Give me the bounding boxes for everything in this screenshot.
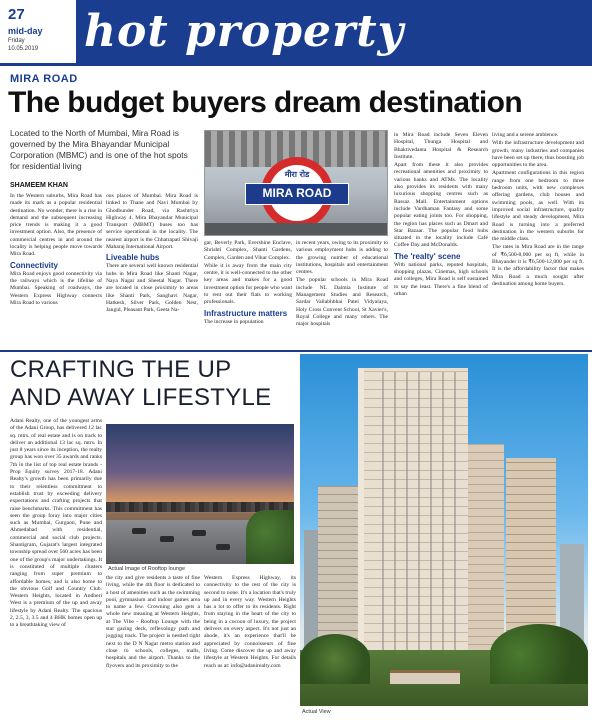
subhead-connectivity: Connectivity [10,260,59,270]
article-column-5 [394,132,488,347]
advertorial-column-3 [204,575,296,710]
section-divider [0,350,592,352]
lounge-table [216,544,230,550]
paragraph: gar, Beverly Park, Evershine Enclave, Shrishti Complex, Shanti Gardens, Complex, Garden and Vihar Complex. [204,240,292,261]
issue-day: Friday [8,38,25,44]
paragraph: In the Western suburbs, Mira Road has made its mark as a popular residential destination. No wonder, there is a rise in demand and the subsequent increasing price trends is making it a good investment option. Also, the presence of commercial centres in and around the locality is helping people move towards Mira Road. [10,193,102,258]
article-column-2 [106,193,198,347]
advertorial-column-2 [106,575,200,710]
paragraph: Mira Road enjoys good connectivity via the railways which is the lifeline of Mumbai. Speaking of roadways, the Western Express Highway connects Mira Road to various [10,270,102,306]
entrance-gate [390,670,460,684]
subhead-infrastructure: Infrastructure matters [204,308,288,318]
subhead-liveable-hubs: Liveable hubs [106,253,160,263]
trees [490,624,588,684]
article-dek: Located to the North of Mumbai, Mira Road is governed by the Mira Bhayandar Municipal Corporation (MBMC) and is one of the hot spots for residential living [10,128,188,171]
mira-road-station-photo [204,130,388,236]
western-heights-tower-photo [300,354,588,706]
article-byline: SHAMEEM KHAN [10,182,68,189]
headline-line-1: CRAFTING THE UP [10,356,232,383]
paragraph: The rates in Mira Road are in the range of ₹6,500-8,000 per sq ft, while in Bhayander it is ₹6,500-12,000 per sq ft. It is the affordability factor that makes Mira Road a much sought after destination among home buyers. [492,244,584,287]
paragraph: in Mira Road include Seven Eleven Hospital, Thunga Hospital and Bhaktivedanta Hospital & Research Institute. [394,132,488,160]
lounge-table [132,528,146,534]
article-column-6 [492,132,584,347]
paragraph: the city and give residents a taste of fine living, while the 4th floor is dedicated to a host of amenities such as the swimming pool, gymnasium and indoor games area to name a few. Crowning also gets a whole new meaning at Western Heights, at The Vibe - Rooftop Lounge with the star gazing deck, reflexology path and jogging track. The project is nestled right next to the D N Nagar metro station and close to schools, colleges, malls, hospitals and the airport. Thanks to the flyovers and its proximity to the [106,575,200,669]
paragraph: Western Express Highway, its connectivity to the rest of the city is second to none. It's a location that's truly up and in every way. Western Heights has a lot to offer to its residents. Right from staying in the heart of the city to being in a cocoon of luxury, the project delivers on every aspect. It's not just an abode, it's an experience that'll be appreciated by connoisseurs of fine living. Come discover the up and away lifestyle at Western Heights. For details reach us at: info@adanirealty.com [204,575,296,669]
paragraph: With the infrastructure development and growth, many industries and companies have been set up there, thus boosting job opportunities to the area. [492,140,584,169]
subhead-realty-scene: The 'realty' scene [394,251,461,261]
station-platform [205,223,388,236]
trees [300,634,370,684]
lounge-table [192,530,206,536]
tower-wing [468,444,504,668]
section-title: hot property [84,6,405,57]
paragraph: With national parks, reputed hospitals, shopping plazas, Cinemas, high schools and colleges, Mira Road is self sustained to say the least. There's a fine blend of urban [394,261,488,297]
paragraph: While it is away from the main city centre, it is well-connected to the other key areas and makes for a good investment option for people who want to rent out their flats to working professionals. [204,262,292,306]
article-column-1 [10,193,102,347]
article-headline: The budget buyers dream destination [8,86,523,119]
advertorial-column-1 [10,418,102,710]
article-column-3 [204,240,292,347]
paragraph: Adani Realty, one of the youngest arms of the Adani Group, has delivered 12 lac sq. mtrs. of real estate and is on track to deliver an additional 13 lac sq. mtrs. In just 8 years since its inception, the realty group has won over 35 awards and ranks 7th in the list of top real estate brands - Prop Equity survey 2017-18. Adani Realty's growth has been primarily due to their relentless commitment to establish trust by exceeding delivery expectations and crafting projects that raise benchmarks. This commitment has seen the group foray into major cities such as Mumbai, Gurgaon, Pune and Ahmedabad with residential, commercial and social club projects. Shantigram, Gujarat's largest integrated township spread over 560 acres has been one of the group's major undertakings. It is constituted of multiple clusters ranging from super premium to affordable homes, and is also home to the obvious Golf and Country Club. Western Heights, located in Andheri West is a premium of the up and away lifestyle by Adani Realty. The spacious 2, 2.5, 3, 3.5 and 4 BHK homes open up to a breathtaking view of [10,418,102,629]
paragraph: ous places of Mumbai. Mira Road is linked to Thane and Navi Mumbai by Ghodbunder Road, via Rashtriya Highway 4. Mira Bhayandar Municipal Transport (MBMT) buses too has service operational in the locality. The nearest airport is the Chhatrapati Shivaji Maharaj International Airport. [106,193,198,251]
station-sign-hindi: मीरा रोड [284,170,310,179]
article-kicker: MIRA ROAD [10,73,78,85]
page-number: 27 [8,6,25,23]
advertorial-headline [10,356,300,412]
masthead [0,0,592,66]
issue-date: 10.05.2019 [8,46,39,52]
masthead-left-panel [0,0,76,66]
paragraph: in recent years, owing to its proximity to various employment hubs is adding to the growing number of educational institutions, hospitals and entertainment centres. [296,240,388,276]
tower-caption: Actual View [302,709,331,715]
paragraph: The popular schools in Mira Road include NL Dalmia Institute of Management Studies and Research, Sardar Vallabhbhai Patel Vidyalaya, Holy Cross Convent School, St Xavier's, Royal College and many others. The major hospitals [296,277,388,328]
paragraph: living and a serene ambience. [492,132,559,138]
paragraph: Apart from these it also provides recreational amenities and proximity to various banks and ATMs. The locality also provides its residents with many luxurious shopping centres such as Rassaz Mall. Entertainment options include Vardhaman Fantasy and some popular eating joints too. For shopping, the region has places such as Dmart and Star Bazaar. The popular food hubs situated in the locality include Café Coffee Day and McDonalds. [394,162,488,249]
brand-name: mid-day [8,26,43,36]
rooftop-caption: Actual Image of Rooftop lounge [108,566,186,572]
paragraph: Apartment configurations in this region range from one bedroom to three bedroom units, with new complexes offering gardens, club houses and swimming pools, as well. With its improved social infrastructure, quality lifestyle and steady development, Mira Road is turning into a preferred destination in the western suburbs for the middle class. [492,170,584,243]
paragraph: There are several well known residential hubs in Mira Road like Shanti Nagar, Naya Nagar and Sheetal Nagar. There are located in close proximity to areas like Shanti Park, Sanghavi Nagar, Hatkesh, Silver Park, Golden Nest, Jangid, Pleasant Park, Geeta Na- [106,263,198,314]
tower-windows [372,372,460,664]
lounge-table [160,536,174,542]
station-sign-text: MIRA ROAD [262,186,332,200]
rooftop-lounge-photo [106,424,294,564]
article-column-4 [296,240,388,347]
headline-line-2: AND AWAY LIFESTYLE [10,384,272,411]
paragraph: The increase in population [204,318,264,325]
rooftop-plants [246,510,294,564]
